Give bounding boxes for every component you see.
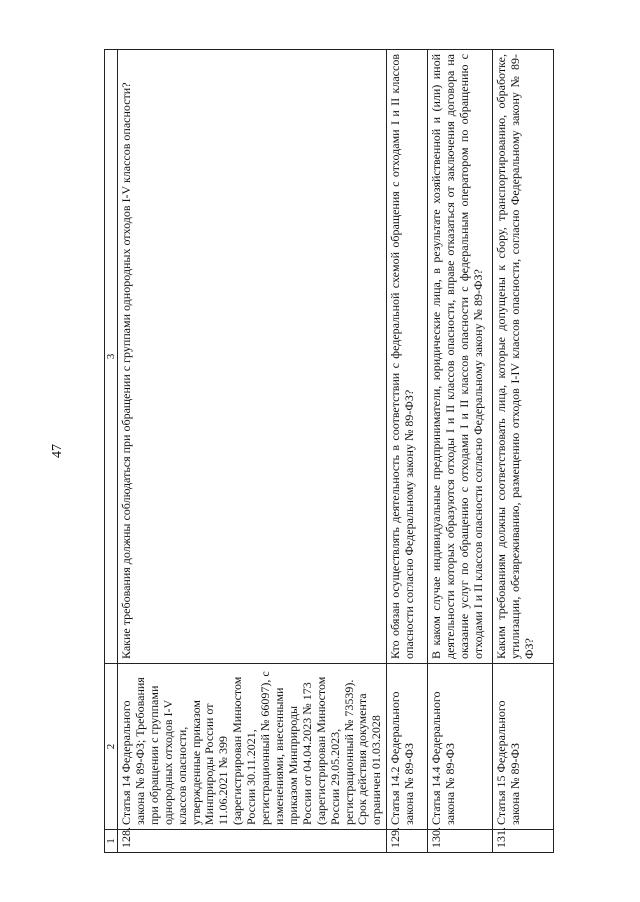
table-row xyxy=(493,50,554,853)
row-question: Кто обязан осуществлять деятельность в соответствии с федеральной схемой обращения с отходами I и II классов опасности согласно Федеральному закону № 89-ФЗ? xyxy=(387,50,428,664)
row-question: Каким требованиям должны соответствовать лица, которые допущены к сбору, транспортированию, обработке, утилизации, обезвреживанию, размещению отходов I-IV классов опасности, согласно Федеральному закону № 89-ФЗ? xyxy=(493,50,554,664)
row-reference: Статья 14.4 Федерального закона № 89-ФЗ xyxy=(428,664,493,830)
table-row xyxy=(428,50,493,853)
row-number: 130. xyxy=(428,830,493,853)
table-header-row xyxy=(105,50,118,853)
row-number: 129. xyxy=(387,830,428,853)
rotated-table-wrapper xyxy=(104,49,536,853)
row-number: 128. xyxy=(118,830,387,853)
questions-table xyxy=(104,49,554,853)
row-number: 131. xyxy=(493,830,554,853)
row-question: В каком случае индивидуальные предприниматели, юридические лица, в результате хозяйственной и (или) иной деятельности которых образуются отходы I и II классов опасности, вправе отказаться от заключения договора на оказание услуг по обращению с отходами I и II классов опасности с федеральным оператором по обращению с отходами I и II классов опасности согласно Федеральному закону № 89-ФЗ? xyxy=(428,50,493,664)
header-col-1: 1 xyxy=(105,830,118,853)
row-reference: Статья 14.2 Федерального закона № 89-ФЗ xyxy=(387,664,428,830)
header-col-3: 3 xyxy=(105,50,118,664)
row-question: Какие требования должны соблюдаться при обращении с группами однородных отходов I-V классов опасности? xyxy=(118,50,387,664)
row-reference: Статья 15 Федерального закона № 89-ФЗ xyxy=(493,664,554,830)
table-row xyxy=(387,50,428,853)
header-col-2: 2 xyxy=(105,664,118,830)
page-number: 47 xyxy=(50,444,65,458)
table-row xyxy=(118,50,387,853)
row-reference: Статья 14 Федерального закона № 89-ФЗ; Требования при обращении с группами однородных отходов I-V классов опасности, утвержденные приказом Минприроды России от 11.06.2021 № 399 (зарегистрирован Минюстом России 30.11.2021, регистрационный № 66097), с изменениями, внесенными приказом Минприроды России от 04.04.2023 № 173 (зарегистрирован Минюстом России 29.05.2023, регистрационный № 73539). Срок действия документа ограничен 01.03.2028 xyxy=(118,664,387,830)
